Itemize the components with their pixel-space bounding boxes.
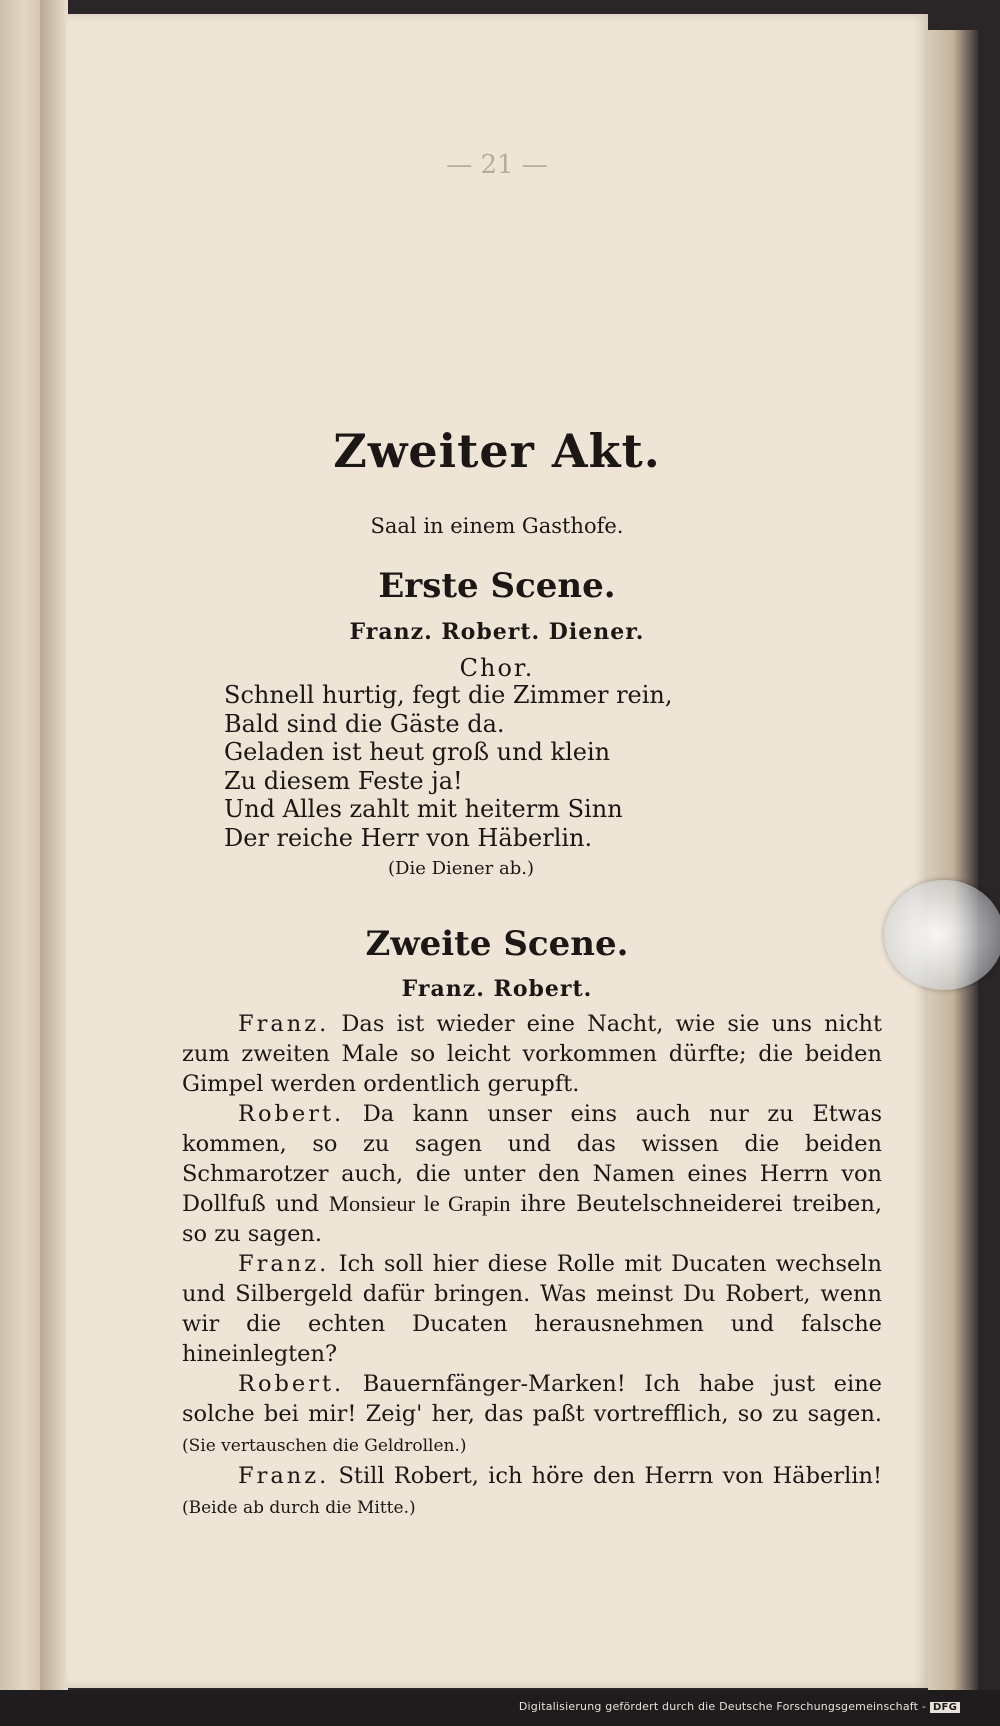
chor-verse <box>224 681 673 852</box>
dfg-credit <box>519 1700 960 1713</box>
speaker-name: Franz. <box>238 1011 330 1037</box>
speaker-name: Franz. <box>238 1463 330 1489</box>
dialogue-block <box>182 1009 882 1523</box>
scene2-title: Zweite Scene. <box>365 924 629 964</box>
page-number: — 21 — <box>446 150 548 180</box>
scene2-persons: Franz. Robert. <box>401 976 593 1002</box>
verse-line: Und Alles zahlt mit heiterm Sinn <box>224 795 623 823</box>
scene1-title: Erste Scene. <box>378 566 616 606</box>
dialogue-paragraph <box>182 1009 882 1099</box>
stage-direction: (Die Diener ab.) <box>388 858 534 879</box>
book-spine <box>40 0 68 1690</box>
speaker-name: Robert. <box>238 1371 345 1397</box>
setting-line: Saal in einem Gasthofe. <box>370 514 624 538</box>
dialogue-paragraph <box>182 1249 882 1369</box>
dialogue-text: Ich soll hier diese Rolle mit Ducaten wechseln und Silbergeld dafür bringen. Was meinst Du Robert, wenn wir die echten Ducaten herausnehmen und falsche hineinlegten? <box>182 1251 882 1367</box>
stage-direction: (Sie vertauschen die Geldrollen.) <box>182 1436 467 1456</box>
verse-line: Bald sind die Gäste da. <box>224 709 505 738</box>
dialogue-text: Da kann unser eins auch nur zu Etwas kommen, so zu sagen und das wissen die beiden Schmarotzer auch, die unter den Namen eines Herrn von Dollfuß und <box>182 1101 882 1217</box>
dialogue-text: ihre Beutelschneiderei treiben, so zu sagen. <box>182 1191 882 1247</box>
dfg-logo: DFG <box>930 1702 960 1713</box>
speaker-name: Robert. <box>238 1101 345 1127</box>
dialogue-text: Still Robert, ich höre den Herrn von Häberlin! <box>338 1463 882 1489</box>
verse-line: Zu diesem Feste ja! <box>224 766 463 795</box>
dialogue-text: Das ist wieder eine Nacht, wie sie uns nicht zum zweiten Male so leicht vorkommen dürfte; die beiden Gimpel werden ordentlich gerupft. <box>182 1011 882 1097</box>
book-right-edge <box>928 30 978 1690</box>
speaker-name: Franz. <box>238 1251 330 1277</box>
book-page <box>66 14 928 1688</box>
book-left-edge <box>0 0 40 1690</box>
verse-line: Der reiche Herr von Häberlin. <box>224 823 593 852</box>
dialogue-text: Bauernfänger-Marken! Ich habe just eine solche bei mir! Zeig' her, das paßt vortrefflich, so zu sagen. <box>182 1371 882 1427</box>
dialogue-paragraph <box>182 1369 882 1461</box>
dialogue-paragraph <box>182 1099 882 1249</box>
verse-line: Schnell hurtig, fegt die Zimmer rein, <box>224 681 673 709</box>
magnifier-lens <box>884 880 1000 990</box>
verse-line: Geladen ist heut groß und klein <box>224 738 611 766</box>
dfg-credit-text: Digitalisierung gefördert durch die Deutsche Forschungsgemeinschaft - <box>518 1700 927 1713</box>
chor-label: Chor. <box>459 654 535 682</box>
act-title: Zweiter Akt. <box>333 424 661 478</box>
dialogue-text-roman: Monsieur le Grapin <box>328 1191 511 1216</box>
stage-direction: (Beide ab durch die Mitte.) <box>182 1498 416 1518</box>
dialogue-paragraph <box>182 1461 882 1523</box>
scene1-persons: Franz. Robert. Diener. <box>349 619 645 645</box>
